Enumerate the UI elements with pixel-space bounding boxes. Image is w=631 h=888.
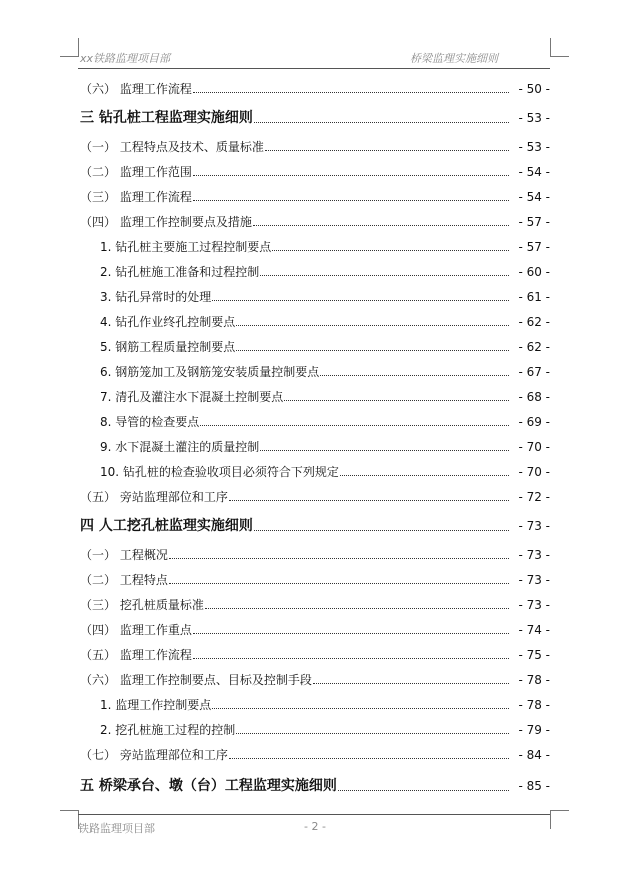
toc-dot-leader xyxy=(212,708,509,709)
toc-entry-title: 四 人工挖孔桩监理实施细则 xyxy=(80,518,253,534)
toc-entry[interactable] xyxy=(100,238,550,254)
header-right-text: 桥梁监理实施细则 xyxy=(410,52,498,65)
toc-dot-leader xyxy=(265,150,509,151)
toc-entry-title: 5. 钢筋工程质量控制要点 xyxy=(100,340,236,354)
toc-entry-page: - 73 - xyxy=(518,548,550,562)
toc-entry[interactable] xyxy=(100,413,550,429)
toc-dot-leader xyxy=(254,122,509,123)
toc-entry-title: 2. 挖孔桩施工过程的控制 xyxy=(100,723,236,737)
toc-dot-leader xyxy=(229,500,509,501)
toc-entry-page: - 78 - xyxy=(518,698,550,712)
crop-mark-bottom-left xyxy=(60,810,79,829)
footer-left-text: 铁路监理项目部 xyxy=(78,822,155,835)
toc-dot-leader xyxy=(236,733,509,734)
toc-entry-title: （三） 挖孔桩质量标准 xyxy=(80,598,204,612)
toc-entry-page: - 54 - xyxy=(518,190,550,204)
toc-entry-page: - 50 - xyxy=(518,82,550,96)
toc-entry[interactable] xyxy=(100,313,550,329)
toc-entry[interactable] xyxy=(100,388,550,404)
toc-dot-leader xyxy=(236,325,509,326)
toc-entry-title: 7. 清孔及灌注水下混凝土控制要点 xyxy=(100,390,284,404)
toc-dot-leader xyxy=(200,425,509,426)
toc-entry-title: （五） 旁站监理部位和工序 xyxy=(80,490,228,504)
toc-dot-leader xyxy=(320,375,509,376)
toc-entry-title: 9. 水下混凝土灌注的质量控制 xyxy=(100,440,260,454)
toc-entry-title: 三 钻孔桩工程监理实施细则 xyxy=(80,110,253,126)
toc-entry[interactable] xyxy=(80,746,550,762)
toc-entry-page: - 57 - xyxy=(518,215,550,229)
crop-mark-top-left xyxy=(60,38,79,57)
toc-entry-page: - 74 - xyxy=(518,623,550,637)
toc-entry-page: - 53 - xyxy=(518,140,550,154)
toc-entry-page: - 70 - xyxy=(518,440,550,454)
toc-dot-leader xyxy=(169,558,509,559)
toc-dot-leader xyxy=(229,758,509,759)
header-left-text: xx铁路监理项目部 xyxy=(80,52,171,65)
toc-entry[interactable] xyxy=(100,288,550,304)
toc-dot-leader xyxy=(169,583,509,584)
toc-entry-page: - 62 - xyxy=(518,315,550,329)
toc-entry[interactable] xyxy=(80,671,550,687)
toc-entry-title: 1. 监理工作控制要点 xyxy=(100,698,212,712)
toc-entry-page: - 73 - xyxy=(518,598,550,612)
toc-entry-page: - 73 - xyxy=(518,519,550,533)
toc-entry-title: 4. 钻孔作业终孔控制要点 xyxy=(100,315,236,329)
toc-dot-leader xyxy=(340,475,509,476)
toc-entry[interactable] xyxy=(100,696,550,712)
toc-entry[interactable] xyxy=(100,363,550,379)
toc-entry-page: - 54 - xyxy=(518,165,550,179)
toc-entry[interactable] xyxy=(80,546,550,562)
toc-entry-title: （二） 工程特点 xyxy=(80,573,168,587)
toc-entry-page: - 75 - xyxy=(518,648,550,662)
toc-entry-title: 3. 钻孔异常时的处理 xyxy=(100,290,212,304)
toc-entry-page: - 78 - xyxy=(518,673,550,687)
toc-dot-leader xyxy=(193,175,509,176)
toc-dot-leader xyxy=(338,790,509,791)
toc-entry[interactable] xyxy=(100,263,550,279)
toc-entry-page: - 70 - xyxy=(518,465,550,479)
toc-entry-title: 8. 导管的检查要点 xyxy=(100,415,200,429)
toc-entry-title: 1. 钻孔桩主要施工过程控制要点 xyxy=(100,240,272,254)
toc-entry-title: （二） 监理工作范围 xyxy=(80,165,192,179)
toc-entry[interactable] xyxy=(80,80,550,96)
toc-entry-title: （四） 监理工作控制要点及措施 xyxy=(80,215,252,229)
toc-entry[interactable] xyxy=(80,646,550,662)
toc-entry-title: （六） 监理工作控制要点、目标及控制手段 xyxy=(80,673,312,687)
toc-entry[interactable] xyxy=(100,463,550,479)
toc-entry-page: - 79 - xyxy=(518,723,550,737)
toc-entry[interactable] xyxy=(100,721,550,737)
toc-entry-title: （一） 工程概况 xyxy=(80,548,168,562)
toc-dot-leader xyxy=(205,608,509,609)
toc-entry-page: - 67 - xyxy=(518,365,550,379)
toc-entry-title: （七） 旁站监理部位和工序 xyxy=(80,748,228,762)
crop-mark-bottom-right xyxy=(550,810,569,829)
toc-dot-leader xyxy=(253,225,509,226)
toc-entry[interactable] xyxy=(80,596,550,612)
toc-dot-leader xyxy=(284,400,509,401)
toc-dot-leader xyxy=(193,633,509,634)
toc-dot-leader xyxy=(236,350,509,351)
toc-dot-leader xyxy=(313,683,509,684)
toc-entry[interactable] xyxy=(100,438,550,454)
toc-entry-page: - 69 - xyxy=(518,415,550,429)
crop-mark-top-right xyxy=(550,38,569,57)
toc-entry-title: 6. 钢筋笼加工及钢筋笼安装质量控制要点 xyxy=(100,365,320,379)
toc-entry[interactable] xyxy=(80,163,550,179)
toc-entry-page: - 68 - xyxy=(518,390,550,404)
toc-dot-leader xyxy=(260,275,509,276)
toc-entry[interactable] xyxy=(80,138,550,154)
toc-entry[interactable] xyxy=(80,213,550,229)
toc-dot-leader xyxy=(193,658,509,659)
toc-entry[interactable] xyxy=(80,621,550,637)
toc-entry-title: （一） 工程特点及技术、质量标准 xyxy=(80,140,264,154)
toc-entry-title: （六） 监理工作流程 xyxy=(80,82,192,96)
toc-entry[interactable] xyxy=(80,108,550,126)
toc-dot-leader xyxy=(212,300,509,301)
toc-entry-title: （五） 监理工作流程 xyxy=(80,648,192,662)
toc-entry[interactable] xyxy=(80,516,550,534)
toc-entry-page: - 84 - xyxy=(518,748,550,762)
page-number: - 2 - xyxy=(304,820,326,833)
toc-entry[interactable] xyxy=(80,188,550,204)
toc-dot-leader xyxy=(193,200,509,201)
toc-dot-leader xyxy=(272,250,509,251)
page-header xyxy=(78,50,550,69)
toc-entry-page: - 53 - xyxy=(518,111,550,125)
toc-entry-page: - 72 - xyxy=(518,490,550,504)
toc-entry-title: （四） 监理工作重点 xyxy=(80,623,192,637)
toc-entry-page: - 62 - xyxy=(518,340,550,354)
toc-entry-page: - 85 - xyxy=(518,779,550,793)
toc-entry-page: - 73 - xyxy=(518,573,550,587)
toc-entry-page: - 61 - xyxy=(518,290,550,304)
toc-entry-page: - 57 - xyxy=(518,240,550,254)
toc-entry-page: - 60 - xyxy=(518,265,550,279)
toc-entry[interactable] xyxy=(80,488,550,504)
page-footer xyxy=(78,814,550,835)
toc-entry-title: 五 桥梁承台、墩（台）工程监理实施细则 xyxy=(80,778,337,794)
toc-dot-leader xyxy=(193,92,509,93)
toc-entry-title: （三） 监理工作流程 xyxy=(80,190,192,204)
toc-entry[interactable] xyxy=(100,338,550,354)
toc-entry-title: 10. 钻孔桩的检查验收项目必须符合下列规定 xyxy=(100,465,339,479)
toc-entry[interactable] xyxy=(80,571,550,587)
toc-entry[interactable] xyxy=(80,776,550,794)
toc-entry-title: 2. 钻孔桩施工准备和过程控制 xyxy=(100,265,260,279)
toc-dot-leader xyxy=(254,530,509,531)
toc-dot-leader xyxy=(260,450,509,451)
